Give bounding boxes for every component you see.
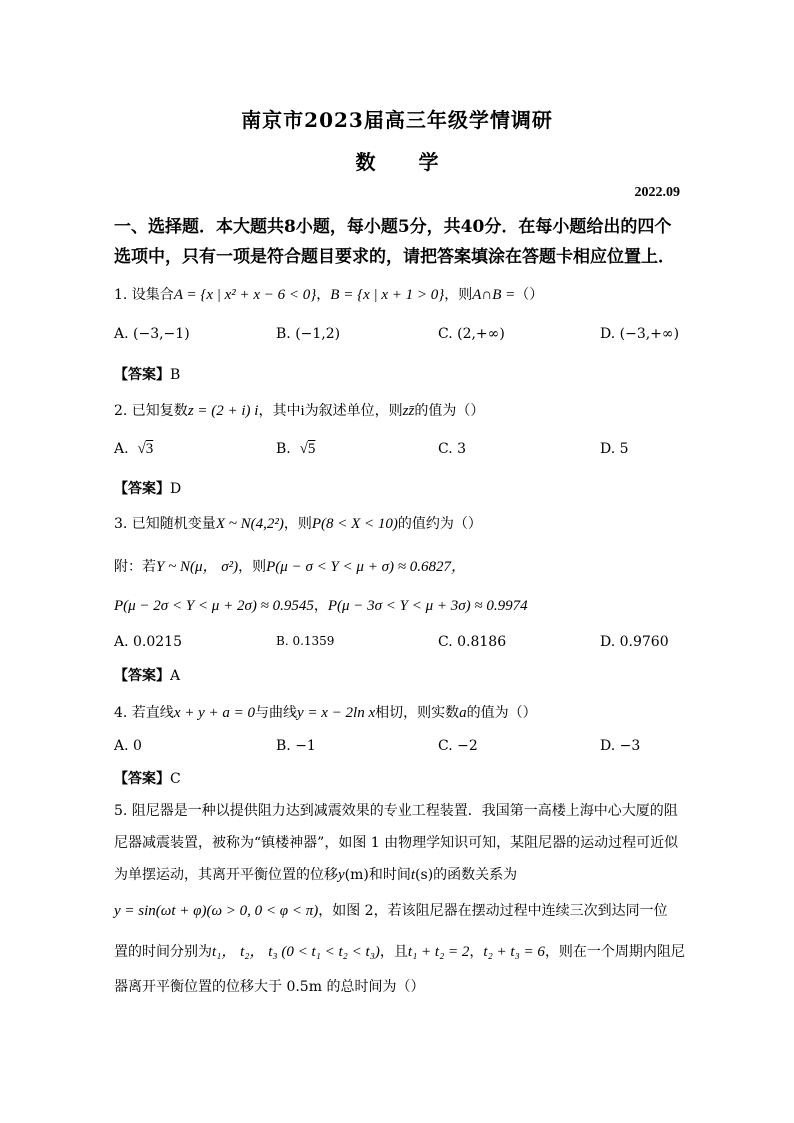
q5-line-1: 5. 阻尼器是一种以提供阻力达到减震效果的专业工程装置．我国第一高楼上海中心大厦的阻 [114,803,678,819]
q3-note [114,555,466,576]
q3-note-expr4: P(μ − 3σ < Y < μ + 3σ) ≈ 0.9974 [327,598,528,614]
q5-times: t₁， t₂， t₃ (0 < t₁ < t₂ < t₃) [212,944,380,960]
q3-note-line2 [114,595,528,615]
q3-answer-label: 【答案】 [114,668,170,684]
q3-answer [114,665,180,685]
q2-option-d: D. 5 [600,441,629,457]
question-3 [114,513,482,533]
q4-suffix: 的值为（） [466,705,537,721]
q4-option-a: A. 0 [114,738,142,754]
q4-answer-value: C [170,771,181,787]
q4-prefix: 4. 若直线 [114,705,174,721]
q1-answer-label: 【答案】 [114,367,170,383]
q3-note-mid: ，则 [238,559,267,575]
q4-a: a [459,705,467,721]
q5-line-6: 器离开平衡位置的位移大于 0.5m 的总时间为（） [114,979,425,995]
q1-answer-value: B [170,367,181,383]
q1-prefix: 1. 设集合 [114,287,174,303]
q1-option-a: A. (−3,−1) [114,326,190,342]
question-2 [114,400,484,420]
q5-line-4: y = sin(ωt + φ)(ω > 0, 0 < φ < π)，如图 2，若该阻尼器在摆动过程中连续三次到达同一位 [114,903,668,919]
q3-expr2: P(8 < X < 10) [311,516,398,532]
q4-expr2: y = x − 2ln x [297,705,376,721]
q1-set-b: B = {x | x + 1 > 0} [330,287,445,303]
q1-suffix: ，则 [444,287,473,303]
q2-option-a-sqrt: √3 [137,441,154,457]
q4-option-b: B. −1 [276,738,316,754]
q4-expr: x + y + a = 0 [173,705,255,721]
q2-answer [114,478,181,498]
q1-expr: A∩B = [472,287,516,303]
q2-option-b: B. √5 [276,441,316,457]
q2-expr2: zz̄ [402,403,415,419]
q3-suffix: 的值约为（） [397,516,482,532]
q5-line-2: 尼器减震装置，被称为“镇楼神器”，如图 1 由物理学知识可知，某阻尼器的运动过程可近似 [114,835,679,851]
q4-option-c: C. −2 [438,738,478,754]
q5-line-3: 为单摆运动，其离开平衡位置的位移y(m)和时间t(s)的函数关系为 [114,867,518,883]
q2-mid2: 为叙述单位，则 [304,403,403,419]
exam-title: 南京市2023届高三年级学情调研 [241,108,553,132]
q4-mid: 与曲线 [255,705,297,721]
q3-note-expr2: P(μ − σ < Y < μ + σ) ≈ 0.6827， [266,559,466,575]
q5-function: y = sin(ωt + φ)(ω > 0, 0 < φ < π) [114,903,319,919]
q3-mid: ，则 [283,516,312,532]
q3-note-expr3: P(μ − 2σ < Y < μ + 2σ) ≈ 0.9545 [114,598,314,614]
q1-option-d: D. (−3,+∞) [600,326,680,342]
q3-option-b: B. 0.1359 [276,634,335,648]
q2-suffix: 的值为（） [414,403,485,419]
q5-eq1: t₁ + t₂ = 2 [407,944,470,960]
q3-prefix: 3. 已知随机变量 [114,516,216,532]
q4-answer-label: 【答案】 [114,771,170,787]
q1-blank: （） [515,287,544,303]
q4-mid2: 相切，则实数 [375,705,460,721]
question-1 [114,284,543,304]
q4-option-d: D. −3 [600,738,641,754]
exam-date: 2022.09 [634,185,680,200]
q3-note-expr: Y ~ N(μ， σ²) [156,559,239,575]
section-heading: 一、选择题．本大题共8小题，每小题5分，共40分．在每小题给出的四个选项中，只有一项是符合题目要求的，请把答案填涂在答题卡相应位置上． [114,217,675,267]
q5-var-t: t [410,867,416,883]
q2-answer-label: 【答案】 [114,481,170,497]
q3-expr: X ~ N(4,2²) [215,516,284,532]
q5-eq2: t₂ + t₃ = 6 [483,944,545,960]
question-4 [114,702,537,722]
q2-mid: ，其中 [258,403,301,419]
q2-option-b-sqrt: √5 [299,441,316,457]
q3-option-a: A. 0.0215 [114,634,182,650]
q3-note-sep: ， [313,598,328,614]
q1-option-b: B. (−1,2) [276,326,341,342]
q3-answer-value: A [170,668,181,684]
q2-answer-value: D [170,481,182,497]
q2-option-c: C. 3 [438,441,467,457]
q4-answer [114,768,181,788]
q2-expr: z = (2 + i) i [187,403,259,419]
q3-option-c: C. 0.8186 [438,634,507,650]
q5-line-5: 置的时间分别为t₁， t₂， t₃ (0 < t₁ < t₂ < t₃)，且t₁ + t₂ = 2，t₂ + t₃ = 6，则在一个周期内阻尼 [114,944,685,960]
q1-sep: ， [316,287,331,303]
q3-option-d: D. 0.9760 [600,634,669,650]
q2-option-a: A. √3 [114,441,154,457]
q1-set-a: A = {x | x² + x − 6 < 0} [173,287,317,303]
exam-subject: 数 学 [355,150,457,174]
q1-option-c: C. (2,+∞) [438,326,505,342]
q1-answer [114,364,180,384]
q3-note-prefix: 附：若 [114,559,156,575]
q5-var-y: y [338,867,345,883]
q2-i: i [300,403,305,419]
q2-prefix: 2. 已知复数 [114,403,188,419]
